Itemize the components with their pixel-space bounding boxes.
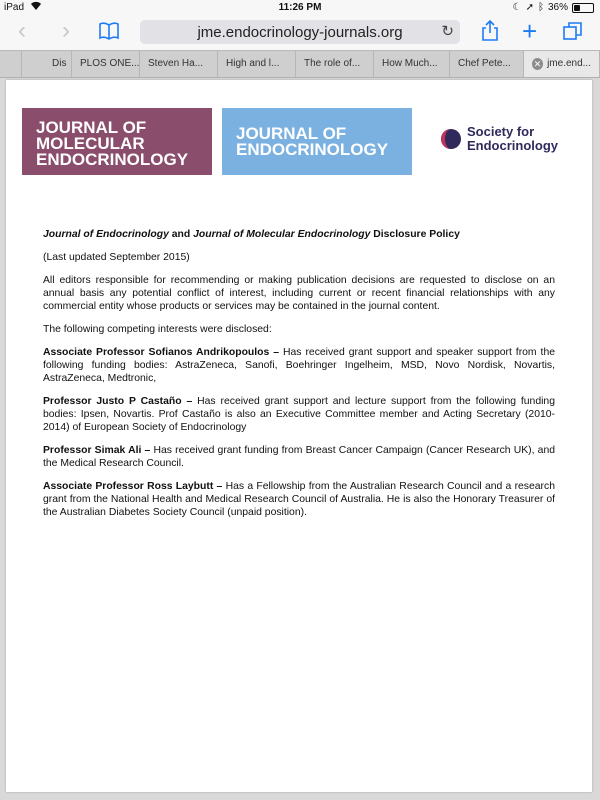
title-journal-1: Journal of Endocrinology bbox=[43, 229, 169, 240]
tab-label: Steven Ha... bbox=[148, 58, 204, 69]
tab-item[interactable] bbox=[450, 51, 524, 77]
tab-item[interactable] bbox=[296, 51, 374, 77]
disclosure-text: Has received grant support and lecture support from the following funding bodies: Ipsen, Novartis. Prof Castaño is also an Executive Committee member and Acting Secretary (2010-2014) of European Society of Endocrinology bbox=[43, 396, 555, 433]
disclosure-text: Has received grant funding from Breast Cancer Campaign (Cancer Research UK), and the Medical Research Council. bbox=[43, 445, 556, 469]
location-icon: ➚ bbox=[525, 2, 534, 13]
browser-toolbar bbox=[0, 16, 600, 50]
joe-logo[interactable] bbox=[222, 108, 412, 175]
editor-name: Professor Justo P Castaño – bbox=[43, 396, 193, 407]
tab-item[interactable] bbox=[72, 51, 140, 77]
disclosure-entry bbox=[43, 444, 555, 470]
url-text: jme.endocrinology-journals.org bbox=[197, 23, 403, 41]
tab-item[interactable] bbox=[374, 51, 450, 77]
tab-label: jme.end... bbox=[547, 58, 591, 69]
url-bar[interactable] bbox=[140, 20, 460, 44]
last-updated: (Last updated September 2015) bbox=[43, 252, 190, 263]
moon-icon: ☾ bbox=[512, 2, 522, 13]
title-rest: Disclosure Policy bbox=[370, 229, 460, 240]
disclosure-entry bbox=[43, 480, 555, 519]
tab-item[interactable] bbox=[140, 51, 218, 77]
intro-paragraph: All editors responsible for recommending or making publication decisions are requested to disclose on an annual basis any potential conflict of interest, including current or recent financial relationships with any commercial entity whose products or services may be contained in the journal content. bbox=[43, 275, 555, 312]
society-mark-icon bbox=[439, 126, 461, 152]
logo-line: MOLECULAR bbox=[36, 134, 145, 153]
bluetooth-icon: ᛒ bbox=[537, 2, 544, 13]
tab-label: How Much... bbox=[382, 58, 438, 69]
status-bar bbox=[0, 0, 600, 16]
tabs-icon[interactable] bbox=[562, 20, 584, 42]
editor-name: Associate Professor Sofianos Andrikopoulos – bbox=[43, 347, 280, 358]
disclosure-entry bbox=[43, 346, 555, 385]
editor-name: Associate Professor Ross Laybutt – bbox=[43, 481, 223, 492]
web-page bbox=[6, 80, 592, 792]
disclosure-entry bbox=[43, 395, 555, 434]
battery-icon bbox=[572, 3, 594, 13]
policy-document bbox=[43, 228, 555, 529]
logo-line: JOURNAL OF bbox=[36, 118, 147, 137]
tab-label: PLOS ONE... bbox=[80, 58, 140, 69]
chevron-left-icon[interactable]: ‹ bbox=[18, 17, 26, 44]
title-and: and bbox=[168, 229, 194, 240]
disclosure-text: Has a Fellowship from the Australian Research Council and a research grant from the National Health and Medical Research Council of Australia. He is also the Honorary Treasurer of the Australian Diabetes Society Council (unpaid position). bbox=[43, 481, 555, 518]
battery-percent: 36% bbox=[547, 2, 568, 13]
editor-name: Professor Simak Ali – bbox=[43, 445, 151, 456]
plus-icon[interactable]: + bbox=[522, 16, 538, 46]
logo-line: ENDOCRINOLOGY bbox=[236, 140, 389, 159]
tab-item[interactable] bbox=[218, 51, 296, 77]
tab-label: The role of... bbox=[304, 58, 361, 69]
chevron-right-icon[interactable]: › bbox=[62, 17, 70, 44]
tab-label: Chef Pete... bbox=[458, 58, 511, 69]
tab-strip bbox=[0, 50, 600, 78]
share-icon[interactable] bbox=[480, 20, 500, 42]
close-icon[interactable]: ✕ bbox=[533, 59, 542, 69]
tab-item[interactable] bbox=[22, 51, 72, 77]
disclosure-text: Has received grant support and speaker support from the following funding bodies: AstraZeneca, Sanofi, Boehringer Ingelheim, MSD, Novo Nordisk, Novartis, AstraZeneca, Medtronic, bbox=[43, 347, 555, 384]
logo-line: JOURNAL OF bbox=[236, 124, 347, 143]
society-name bbox=[467, 125, 558, 153]
society-logo[interactable] bbox=[439, 125, 558, 153]
book-icon[interactable] bbox=[98, 21, 120, 41]
society-line: Endocrinology bbox=[467, 138, 558, 153]
reload-icon[interactable]: ↻ bbox=[441, 23, 454, 40]
disclosure-lead: The following competing interests were disclosed: bbox=[43, 324, 272, 335]
title-journal-2: Journal of Molecular Endocrinology bbox=[193, 229, 371, 240]
tab-blank[interactable] bbox=[0, 51, 22, 77]
device-name: iPad bbox=[4, 2, 25, 13]
tab-label: Dis bbox=[52, 58, 67, 69]
society-line: Society for bbox=[467, 124, 535, 139]
tab-active[interactable] bbox=[524, 51, 600, 77]
clock: 11:26 PM bbox=[278, 2, 322, 13]
jme-logo[interactable] bbox=[22, 108, 212, 175]
page-title bbox=[43, 228, 555, 241]
status-right bbox=[513, 2, 594, 13]
logo-line: ENDOCRINOLOGY bbox=[36, 150, 189, 169]
tab-label: High and l... bbox=[226, 58, 280, 69]
